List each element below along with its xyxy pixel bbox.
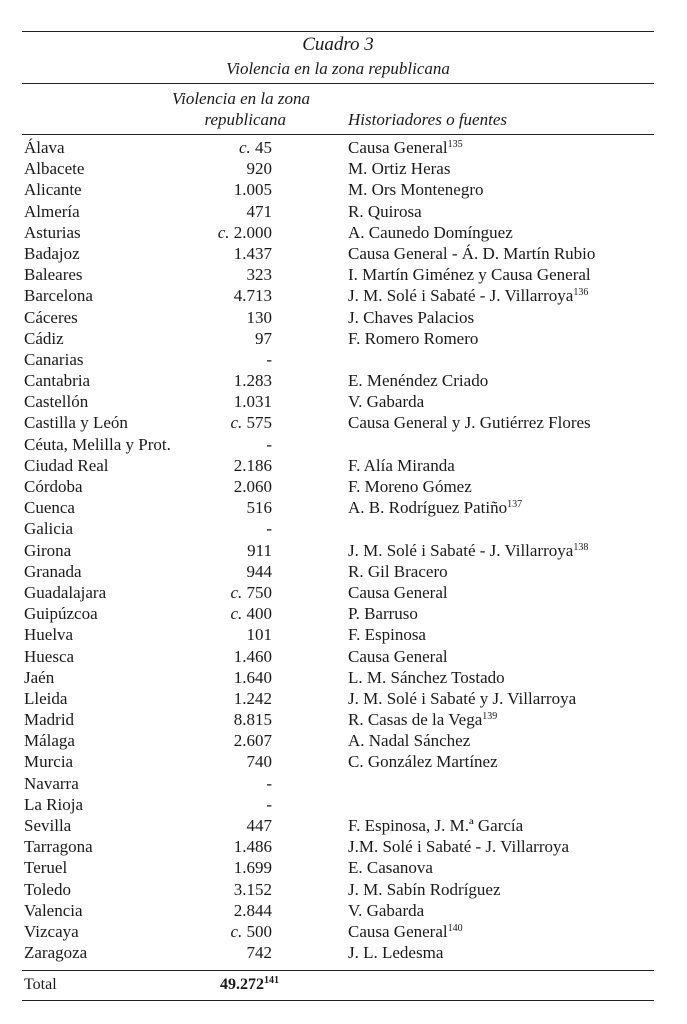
count-value: 1.283 <box>233 371 272 391</box>
province-name: Madrid <box>24 710 75 730</box>
province-name: Asturias <box>24 222 81 242</box>
count-value: 742 <box>246 943 272 963</box>
table-row <box>22 391 654 412</box>
violence-count <box>158 582 272 603</box>
column-header-value-line1: Violencia en la zona <box>171 89 311 108</box>
count-value: 45 <box>255 138 272 157</box>
province-name: Huelva <box>24 625 74 645</box>
table-row <box>22 836 654 857</box>
source-text: F. Moreno Gómez <box>348 477 472 496</box>
province-name: Almería <box>24 201 80 221</box>
violence-count <box>158 391 272 412</box>
violence-count <box>158 158 272 179</box>
table-row <box>22 857 654 878</box>
source-text: Causa General y J. Gutiérrez Flores <box>348 413 591 433</box>
violence-count <box>158 201 272 222</box>
table-body <box>22 137 654 963</box>
source-cell <box>348 857 433 878</box>
violence-count <box>158 307 272 328</box>
count-value: 1.005 <box>233 180 272 200</box>
count-value: 740 <box>246 752 272 772</box>
source-text: P. Barruso <box>348 604 418 624</box>
source-cell <box>348 264 591 285</box>
province-name: Ciudad Real <box>24 455 109 475</box>
province-name: Cuenca <box>24 498 75 518</box>
source-text: V. Gabarda <box>348 900 425 920</box>
count-value: 323 <box>246 265 272 285</box>
source-text: A. Nadal Sánchez <box>348 731 471 751</box>
province-name: Galicia <box>24 519 74 539</box>
violence-count <box>158 921 272 942</box>
approx-marker: c. <box>230 582 243 602</box>
source-cell <box>348 158 450 179</box>
province-name: Álava <box>24 138 65 157</box>
count-value: 1.699 <box>233 858 272 878</box>
count-value: 447 <box>246 816 272 835</box>
violence-count <box>158 179 272 200</box>
count-value: 1.460 <box>233 646 272 666</box>
table-row <box>22 751 654 772</box>
source-cell <box>348 900 424 921</box>
count-value: 471 <box>246 201 272 221</box>
source-text: R. Quirosa <box>348 201 422 221</box>
approx-marker: c. <box>217 222 230 242</box>
violence-count <box>158 370 272 391</box>
source-cell <box>348 646 448 667</box>
violence-count <box>158 836 272 857</box>
source-text: J.M. Solé i Sabaté - J. Villarroya <box>348 837 570 857</box>
footnote-ref: 138 <box>573 541 589 553</box>
violence-count <box>158 476 272 497</box>
province-name: Toledo <box>24 879 71 899</box>
province-name: Vizcaya <box>24 921 79 941</box>
count-value: 1.242 <box>233 688 272 708</box>
source-text: J. L. Ledesma <box>348 943 444 963</box>
footnote-ref: 135 <box>447 139 463 150</box>
count-value: - <box>266 349 272 369</box>
source-cell <box>348 307 474 328</box>
source-cell <box>348 243 595 264</box>
table-row <box>22 476 654 497</box>
source-cell <box>348 455 455 476</box>
table-row <box>22 900 654 921</box>
violence-count <box>158 412 272 433</box>
table-row <box>22 179 654 200</box>
violence-count <box>158 751 272 772</box>
approx-marker: c. <box>230 413 243 433</box>
violence-count <box>158 561 272 582</box>
count-value: 944 <box>246 561 272 581</box>
count-value: 750 <box>246 582 272 602</box>
table-row <box>22 709 654 730</box>
violence-count <box>158 137 272 158</box>
source-cell <box>348 709 497 730</box>
province-name: Cáceres <box>24 307 78 327</box>
violence-count <box>158 942 272 963</box>
violence-count <box>158 518 272 539</box>
count-value: 2.060 <box>233 477 272 496</box>
province-name: Guipúzcoa <box>24 604 98 624</box>
province-name: Zaragoza <box>24 943 88 963</box>
table-row <box>22 201 654 222</box>
source-text: L. M. Sánchez Tostado <box>348 667 505 687</box>
source-text: F. Alía Miranda <box>348 455 455 475</box>
table-subtitle: Violencia en la zona republicana <box>226 59 450 78</box>
source-cell <box>348 540 588 561</box>
source-cell <box>348 285 588 306</box>
province-name: Granada <box>24 561 82 581</box>
source-cell <box>348 391 424 412</box>
province-name: Lleida <box>24 688 68 708</box>
total-label: Total <box>24 976 57 993</box>
source-cell <box>348 476 472 497</box>
violence-count <box>158 497 272 518</box>
source-text: J. M. Solé i Sabaté - J. Villarroya <box>348 540 574 560</box>
table-row <box>22 264 654 285</box>
count-value: 920 <box>246 159 272 179</box>
table-row <box>22 307 654 328</box>
total-value <box>220 973 279 997</box>
table-row <box>22 921 654 942</box>
total-value-number: 49.272 <box>220 976 264 993</box>
source-text: R. Casas de la Vega <box>348 710 483 730</box>
source-cell <box>348 137 463 158</box>
source-text: Causa General - Á. D. Martín Rubio <box>348 243 596 263</box>
table-row <box>22 624 654 645</box>
source-text: Causa General <box>348 921 448 941</box>
approx-marker: c. <box>238 138 251 157</box>
province-name: Teruel <box>24 858 68 878</box>
table-row <box>22 603 654 624</box>
column-header-value-line2: republicana <box>204 110 286 129</box>
source-text: M. Ors Montenegro <box>348 180 484 200</box>
violence-count <box>158 815 272 836</box>
table-row <box>22 646 654 667</box>
province-name: Navarra <box>24 773 79 793</box>
province-name: Albacete <box>24 159 85 179</box>
source-text: V. Gabarda <box>348 392 425 412</box>
violence-count <box>158 603 272 624</box>
province-name: Cantabria <box>24 371 91 391</box>
violence-count <box>158 624 272 645</box>
table-row <box>22 497 654 518</box>
source-text: E. Casanova <box>348 858 433 878</box>
table-row <box>22 540 654 561</box>
province-name: Guadalajara <box>24 582 107 602</box>
column-header-sources: Historiadores o fuentes <box>348 110 507 129</box>
table-row <box>22 328 654 349</box>
province-name: Huesca <box>24 646 75 666</box>
province-name: Castilla y León <box>24 413 128 433</box>
count-value: - <box>266 794 272 814</box>
source-text: E. Menéndez Criado <box>348 371 489 391</box>
table-row <box>22 434 654 455</box>
violence-count <box>158 730 272 751</box>
province-name: Tarragona <box>24 837 93 857</box>
source-cell <box>348 412 591 433</box>
total-rule <box>22 970 654 971</box>
source-cell <box>348 179 484 200</box>
count-value: 575 <box>246 413 272 433</box>
source-cell <box>348 730 470 751</box>
source-text: J. M. Solé i Sabaté - J. Villarroya <box>348 286 574 306</box>
source-cell <box>348 836 569 857</box>
table-page <box>22 0 654 1024</box>
violence-count <box>158 285 272 306</box>
table-row <box>22 815 654 836</box>
source-cell <box>348 688 576 709</box>
subtitle-rule <box>22 83 654 84</box>
count-value: 1.437 <box>233 243 272 263</box>
province-name: Córdoba <box>24 477 83 496</box>
province-name: Céuta, Melilla y Prot. <box>24 434 171 454</box>
violence-count <box>158 857 272 878</box>
count-value: 8.815 <box>233 710 272 730</box>
approx-marker: c. <box>230 604 243 624</box>
violence-count <box>158 688 272 709</box>
count-value: 1.031 <box>233 392 272 412</box>
table-row <box>22 158 654 179</box>
count-value: 3.152 <box>233 879 272 899</box>
source-cell <box>348 879 501 900</box>
column-header-value <box>158 88 318 130</box>
count-value: 2.186 <box>233 455 272 475</box>
province-name: Valencia <box>24 900 83 920</box>
source-text: Causa General <box>348 138 448 157</box>
province-name: Castellón <box>24 392 89 412</box>
count-value: 1.486 <box>233 837 272 857</box>
table-title: Cuadro 3 <box>302 34 374 55</box>
province-name: Barcelona <box>24 286 93 306</box>
source-cell <box>348 201 422 222</box>
violence-count <box>158 900 272 921</box>
violence-count <box>158 773 272 794</box>
table-row <box>22 518 654 539</box>
source-text: F. Romero Romero <box>348 328 479 348</box>
count-value: 400 <box>246 604 272 624</box>
violence-count <box>158 667 272 688</box>
violence-count <box>158 794 272 815</box>
source-text: J. M. Solé i Sabaté y J. Villarroya <box>348 688 577 708</box>
total-row <box>22 973 654 997</box>
province-name: La Rioja <box>24 794 84 814</box>
province-name: Canarias <box>24 349 84 369</box>
count-value: 2.000 <box>233 222 272 242</box>
total-footnote: 141 <box>264 975 279 986</box>
source-cell <box>348 497 522 518</box>
source-cell <box>348 222 513 243</box>
count-value: 911 <box>247 540 272 560</box>
header-rule <box>22 134 654 135</box>
table-row <box>22 412 654 433</box>
source-text: J. M. Sabín Rodríguez <box>348 879 501 899</box>
source-cell <box>348 582 448 603</box>
footnote-ref: 137 <box>507 499 523 511</box>
violence-count <box>158 349 272 370</box>
table-row <box>22 942 654 963</box>
violence-count <box>158 222 272 243</box>
footnote-ref: 136 <box>573 287 589 299</box>
source-text: A. Caunedo Domínguez <box>348 222 513 242</box>
violence-count <box>158 243 272 264</box>
count-value: 2.607 <box>233 731 272 751</box>
source-cell <box>348 815 523 836</box>
count-value: 2.844 <box>233 900 272 920</box>
province-name: Málaga <box>24 731 75 751</box>
count-value: 101 <box>246 625 272 645</box>
source-text: Causa General <box>348 582 448 602</box>
violence-count <box>158 328 272 349</box>
source-text: A. B. Rodríguez Patiño <box>348 498 508 518</box>
count-value: 4.713 <box>233 286 272 306</box>
source-text: I. Martín Giménez y Causa General <box>348 265 591 285</box>
top-rule <box>22 31 654 32</box>
violence-count <box>158 540 272 561</box>
table-row <box>22 243 654 264</box>
table-row <box>22 794 654 815</box>
province-name: Alicante <box>24 180 82 200</box>
violence-count <box>158 264 272 285</box>
source-cell <box>348 328 478 349</box>
count-value: - <box>266 519 272 539</box>
table-row <box>22 370 654 391</box>
table-row <box>22 349 654 370</box>
province-name: Sevilla <box>24 816 72 835</box>
table-row <box>22 455 654 476</box>
province-name: Murcia <box>24 752 74 772</box>
province-name: Girona <box>24 540 72 560</box>
approx-marker: c. <box>230 921 243 941</box>
province-name: Badajoz <box>24 243 80 263</box>
footnote-ref: 140 <box>447 922 463 934</box>
source-text: Causa General <box>348 646 448 666</box>
table-row <box>22 222 654 243</box>
violence-count <box>158 879 272 900</box>
table-row <box>22 879 654 900</box>
violence-count <box>158 434 272 455</box>
source-cell <box>348 921 463 942</box>
count-value: 1.640 <box>233 667 272 687</box>
count-value: - <box>266 773 272 793</box>
source-cell <box>348 370 488 391</box>
table-row <box>22 688 654 709</box>
province-name: Baleares <box>24 265 83 285</box>
footnote-ref: 139 <box>482 711 498 723</box>
source-text: R. Gil Bracero <box>348 561 448 581</box>
bottom-rule <box>22 1000 654 1001</box>
table-row <box>22 561 654 582</box>
count-value: 500 <box>246 921 272 941</box>
source-cell <box>348 751 498 772</box>
source-text: C. González Martínez <box>348 752 498 772</box>
violence-count <box>158 646 272 667</box>
count-value: 130 <box>246 307 272 327</box>
table-row <box>22 667 654 688</box>
count-value: 516 <box>246 498 272 518</box>
province-name: Jaén <box>24 667 55 687</box>
table-row <box>22 773 654 794</box>
source-cell <box>348 624 426 645</box>
source-text: F. Espinosa <box>348 625 426 645</box>
count-value: 97 <box>255 328 272 348</box>
source-cell <box>348 667 505 688</box>
violence-count <box>158 709 272 730</box>
count-value: - <box>266 434 272 454</box>
source-text: M. Ortiz Heras <box>348 159 451 179</box>
violence-count <box>158 455 272 476</box>
source-cell <box>348 942 443 963</box>
table-row <box>22 582 654 603</box>
table-row <box>22 730 654 751</box>
province-name: Cádiz <box>24 328 64 348</box>
source-text: J. Chaves Palacios <box>348 307 475 327</box>
table-row <box>22 285 654 306</box>
table-row <box>22 137 654 158</box>
source-cell <box>348 603 418 624</box>
source-text: F. Espinosa, J. M.ª García <box>348 816 524 835</box>
source-cell <box>348 561 448 582</box>
